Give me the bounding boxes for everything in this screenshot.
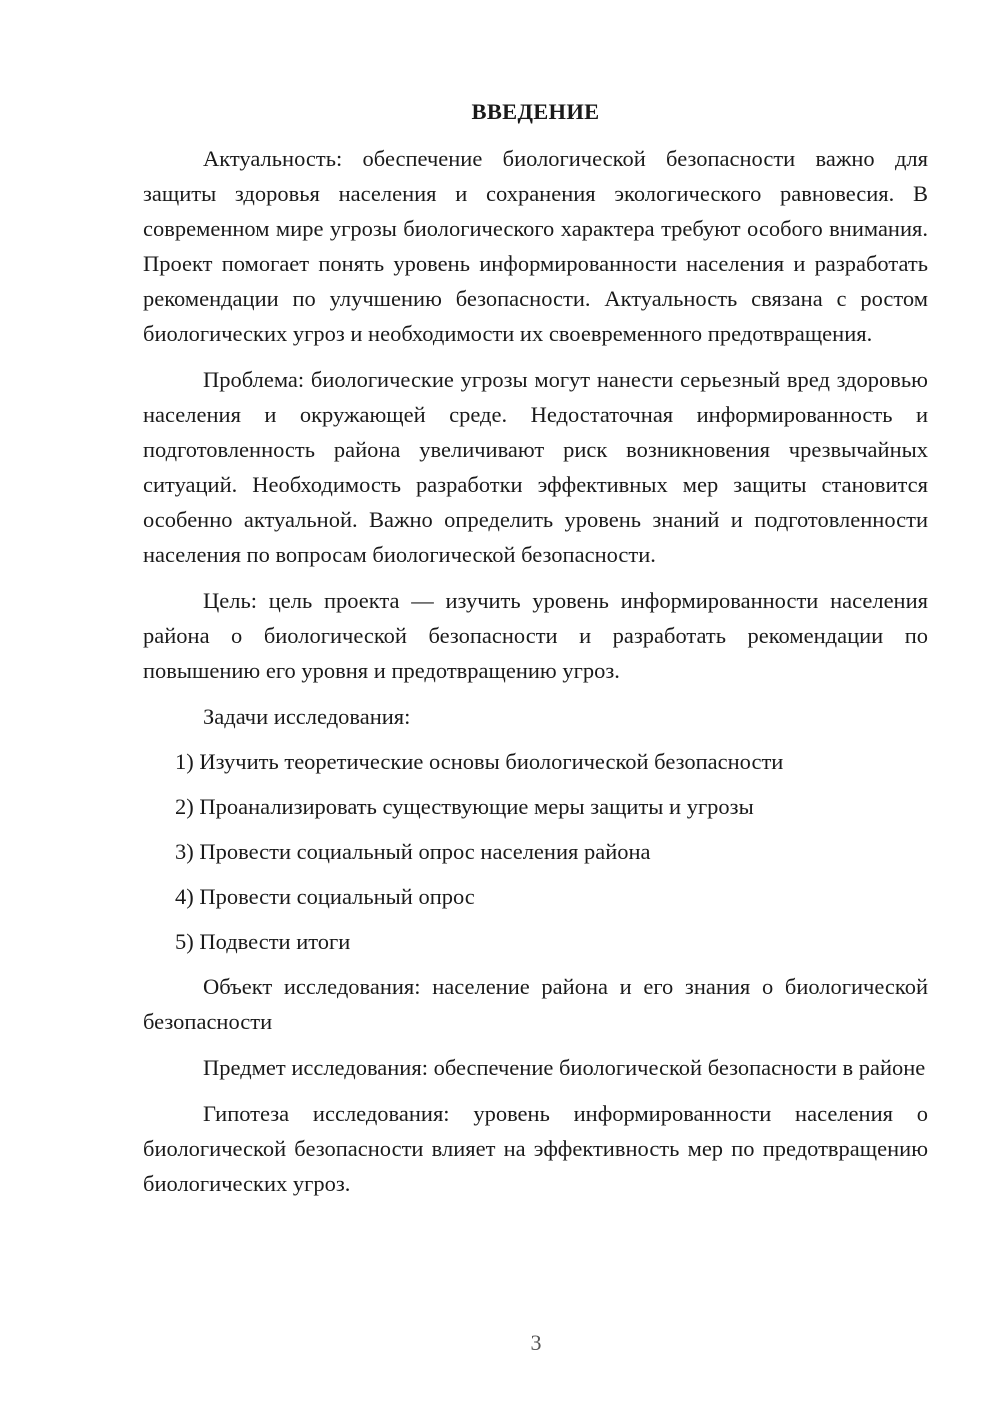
subject-paragraph: Предмет исследования: обеспечение биологической безопасности в районе	[203, 1055, 926, 1080]
goal-paragraph: Цель: цель проекта — изучить уровень информированности населения района о биологической безопасности и разработать рекомендации по повышению его уровня и предотвращению угроз.	[143, 588, 928, 683]
task-item-3: 3) Провести социальный опрос населения района	[175, 839, 651, 864]
relevance-paragraph: Актуальность: обеспечение биологической безопасности важно для защиты здоровья населения и сохранения экологического равновесия. В современном мире угрозы биологического характера требуют особого внимания. Проект помогает понять уровень информированности населения и разработать рекомендации по улучшению безопасности. Актуальность связана с ростом биологических угроз и необходимости их своевременного предотвращения.	[143, 146, 928, 346]
hypothesis-paragraph: Гипотеза исследования: уровень информированности населения о биологической безопасности влияет на эффективность мер по предотвращению биологических угроз.	[143, 1101, 928, 1196]
task-item-2: 2) Проанализировать существующие меры защиты и угрозы	[175, 794, 754, 819]
problem-paragraph: Проблема: биологические угрозы могут нанести серьезный вред здоровью населения и окружающей среде. Недостаточная информированность и подготовленность района увеличивают риск возникновения чрезвычайных ситуаций. Необходимость разработки эффективных мер защиты становится особенно актуальной. Важно определить уровень знаний и подготовленности населения по вопросам биологической безопасности.	[143, 367, 928, 567]
page-content	[143, 94, 928, 1212]
tasks-list	[143, 744, 928, 959]
task-item-4: 4) Провести социальный опрос	[175, 884, 475, 909]
object-paragraph: Объект исследования: население района и его знания о биологической безопасности	[143, 974, 928, 1034]
task-item-1: 1) Изучить теоретические основы биологической безопасности	[175, 749, 784, 774]
tasks-intro: Задачи исследования:	[203, 704, 411, 729]
task-item-5: 5) Подвести итоги	[175, 929, 351, 954]
section-heading: ВВЕДЕНИЕ	[471, 99, 600, 124]
page-number: 3	[530, 1330, 542, 1355]
